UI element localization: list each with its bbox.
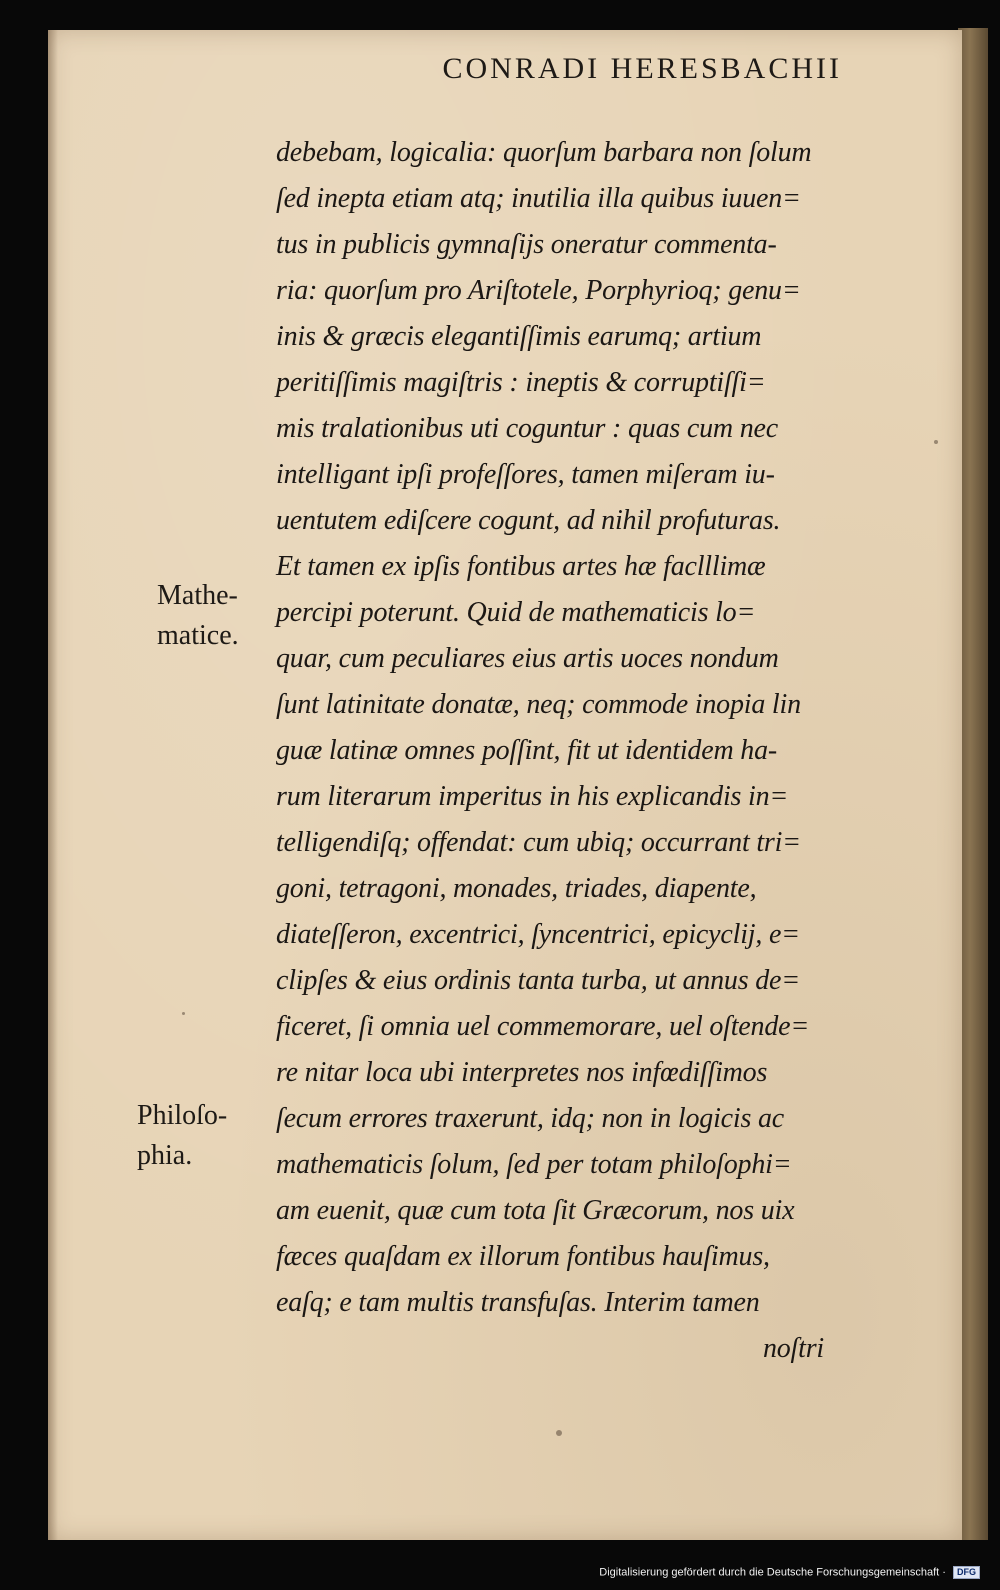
text-line: ſecum errores traxerunt, idq; non in logicis ac	[276, 1103, 784, 1134]
text-line: eaſq; e tam multis transfuſas. Interim tamen	[276, 1287, 760, 1318]
text-line: peritiſſimis magiſtris : ineptis & corruptiſſi=	[276, 367, 766, 398]
text-line: mathematicis ſolum, ſed per totam philoſophi=	[276, 1149, 792, 1180]
text-line: clipſes & eius ordinis tanta turba, ut annus de=	[276, 965, 800, 996]
text-line: ficeret, ſi omnia uel commemorare, uel oſtende=	[276, 1011, 810, 1042]
page-edge	[958, 28, 988, 1540]
marginal-note-mathematice	[157, 576, 239, 656]
credit-text: Digitalisierung gefördert durch die Deutsche Forschungsgemeinschaft ·	[599, 1566, 946, 1579]
marginal-line: phia.	[137, 1140, 193, 1171]
marginal-line: Philoſo‑	[137, 1100, 228, 1131]
text-line: goni, tetragoni, monades, triades, diapente,	[276, 873, 757, 904]
text-line: guæ latinæ omnes poſſint, fit ut identidem ha‑	[276, 735, 778, 766]
text-line: mis tralationibus uti coguntur : quas cum nec	[276, 413, 778, 444]
text-line: tus in publicis gymnaſijs oneratur commenta‑	[276, 229, 777, 260]
catchword: noſtri	[762, 1333, 824, 1364]
body-text	[276, 130, 916, 1372]
text-line: ſed inepta etiam atq; inutilia illa quibus iuuen=	[276, 183, 801, 214]
running-head: CONRADI HERESBACHII	[442, 52, 842, 85]
text-line: uentutem ediſcere cogunt, ad nihil profuturas.	[276, 505, 781, 536]
text-line: rum literarum imperitus in his explicandis in=	[276, 781, 789, 812]
marginal-note-philosophia	[137, 1096, 227, 1176]
text-line: debebam, logicalia: quorſum barbara non ſolum	[276, 137, 812, 168]
text-line: intelligant ipſi profeſſores, tamen miſeram iu‑	[276, 459, 775, 490]
text-line: inis & græcis elegantiſſimis earumq; artium	[276, 321, 762, 352]
text-line: fæces quaſdam ex illorum fontibus hauſimus,	[276, 1241, 770, 1272]
dfg-logo-icon: DFG	[953, 1566, 980, 1579]
text-line: ſunt latinitate donatæ, neq; commode inopia lin	[276, 689, 801, 720]
paper-speck	[556, 1430, 562, 1436]
text-line: am euenit, quæ cum tota ſit Græcorum, nos uix	[276, 1195, 795, 1226]
paper-speck	[934, 440, 938, 444]
text-line: telligendiſq; offendat: cum ubiq; occurrant tri=	[276, 827, 801, 858]
paper-speck	[182, 1012, 185, 1015]
marginal-line: matice.	[157, 620, 239, 651]
text-line: re nitar loca ubi interpretes nos infœdiſſimos	[276, 1057, 768, 1088]
text-line: Et tamen ex ipſis fontibus artes hæ faclllimæ	[276, 551, 766, 582]
gutter-shadow	[48, 30, 58, 1540]
marginal-line: Mathe‑	[157, 580, 238, 611]
digitization-credit	[560, 1566, 980, 1579]
text-line: percipi poterunt. Quid de mathematicis lo=	[276, 597, 756, 628]
text-line: quar, cum peculiares eius artis uoces nondum	[276, 643, 779, 674]
text-line: diateſſeron, excentrici, ſyncentrici, epicyclij, e=	[276, 919, 800, 950]
text-line: ria: quorſum pro Ariſtotele, Porphyrioq; genu=	[276, 275, 801, 306]
